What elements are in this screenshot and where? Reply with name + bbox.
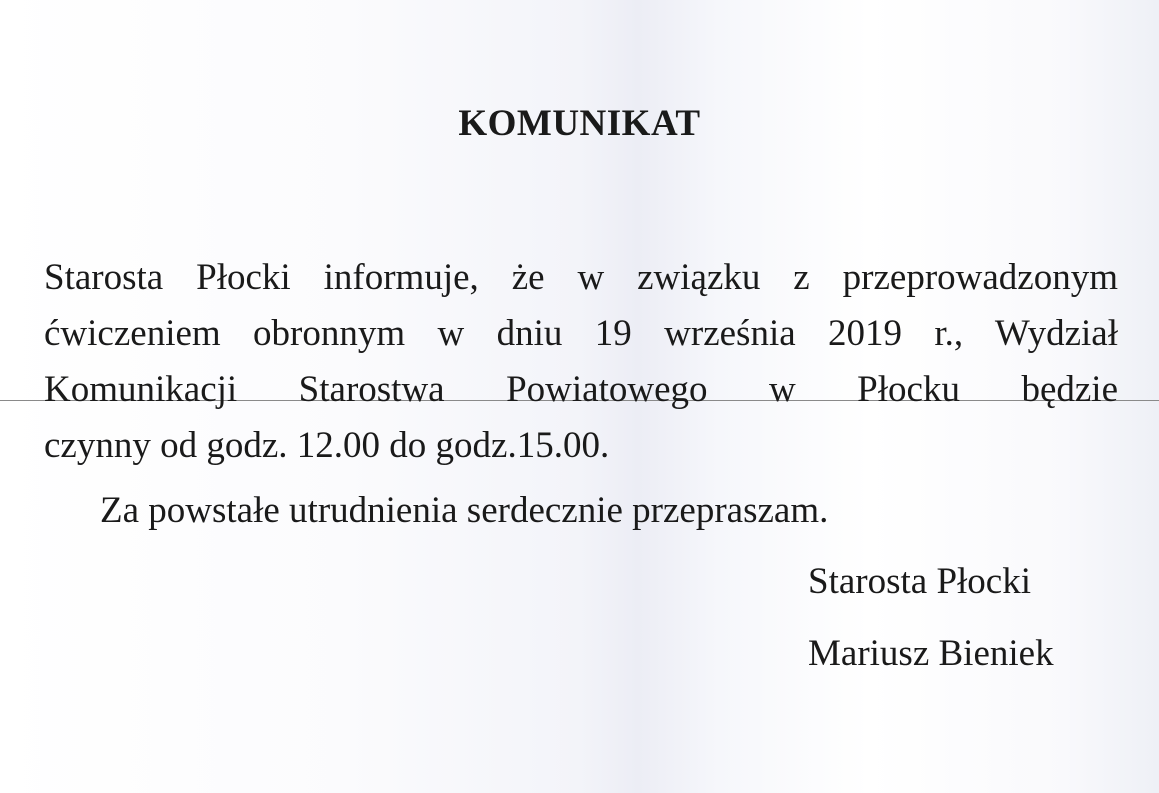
body-line: Starosta Płocki informuje, że w związku z przeprowadzonym	[44, 257, 1118, 298]
document-title: KOMUNIKAT	[458, 103, 701, 144]
announcement-body	[44, 250, 1118, 474]
signature-name: Mariusz Bieniek	[808, 633, 1054, 674]
body-line: ćwiczeniem obronnym w dniu 19 września 2019 r., Wydział	[44, 313, 1118, 354]
signature-title: Starosta Płocki	[808, 561, 1032, 602]
body-line: Komunikacji Starostwa Powiatowego w Płocku będzie	[44, 369, 1118, 410]
apology-text: Za powstałe utrudnienia serdecznie przepraszam.	[100, 490, 829, 531]
body-line: czynny od godz. 12.00 do godz.15.00.	[44, 425, 610, 466]
